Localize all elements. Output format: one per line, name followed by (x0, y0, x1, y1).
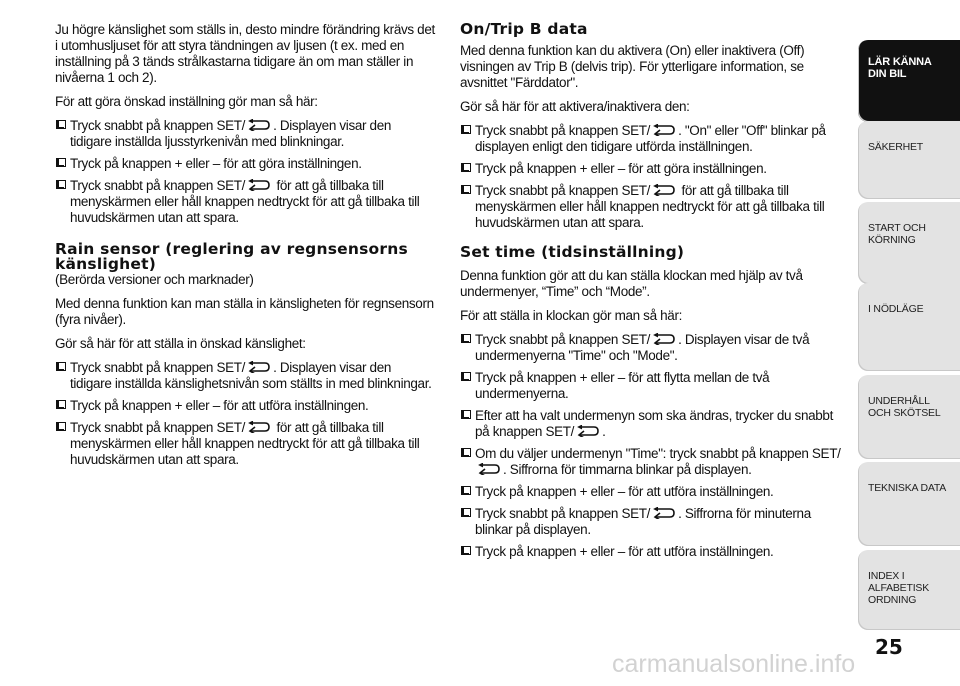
return-arrow-icon (247, 119, 271, 131)
checkbox-bullet-icon (461, 334, 469, 343)
bullet-text-continued: . Displayen visar den tidigare inställda ljusstyrkenivån med blinkningar. (70, 118, 392, 149)
instruction-lead: Gör så här för att aktivera/inaktivera den: (460, 99, 690, 114)
bullet-text: Tryck snabbt på knappen SET/ (475, 506, 651, 521)
bullet-item (460, 408, 845, 440)
section-note: (Berörda versioner och marknader) (55, 272, 254, 287)
bullet-list (460, 332, 845, 560)
return-arrow-icon (247, 179, 271, 191)
bullet-item (460, 123, 845, 155)
checkbox-bullet-icon (461, 163, 469, 172)
bullet-text: Tryck snabbt på knappen SET/ (70, 118, 246, 133)
chapter-tab[interactable]: I NÖDLÄGE (858, 283, 960, 371)
chapter-tab[interactable]: INDEX I ALFABETISK ORDNING (858, 550, 960, 630)
chapter-tab[interactable]: LÄR KÄNNA DIN BIL (858, 40, 960, 122)
bullet-item (460, 332, 845, 364)
return-arrow-icon (652, 124, 676, 136)
instruction-lead: För att ställa in klockan gör man så här: (460, 308, 683, 323)
bullet-text: Tryck på knappen + eller – för att utföra inställningen. (475, 484, 774, 499)
bullet-text: Efter att ha valt undermenyn som ska ändras, trycker du snabbt på knappen SET/ (475, 408, 833, 439)
bullet-item (460, 446, 845, 478)
checkbox-bullet-icon (56, 400, 64, 409)
bullet-text: Tryck på knappen + eller – för att flytta mellan de två undermenyerna. (475, 370, 770, 401)
return-arrow-icon (477, 463, 501, 475)
bullet-list (460, 123, 845, 231)
checkbox-bullet-icon (461, 185, 469, 194)
bullet-text: Tryck snabbt på knappen SET/ (70, 420, 246, 435)
return-arrow-icon (652, 507, 676, 519)
checkbox-bullet-icon (461, 125, 469, 134)
bullet-text-continued: . "On" eller "Off" blinkar på displayen enligt den tidigare utförda inställningen. (475, 123, 826, 154)
watermark: carmanualsonline.info (612, 650, 856, 678)
return-arrow-icon (247, 361, 271, 373)
bullet-text-continued: . Displayen visar den tidigare inställda känslighetsnivån som ställts in med blinkningar. (70, 360, 432, 391)
bullet-text: Tryck på knappen + eller – för att göra inställningen. (475, 161, 767, 176)
bullet-text-continued: . Displayen visar de två undermenyerna "Time" och "Mode". (475, 332, 810, 363)
bullet-text: Tryck på knappen + eller – för att göra inställningen. (70, 156, 362, 171)
bullet-item (460, 183, 845, 231)
return-arrow-icon (576, 425, 600, 437)
bullet-item (55, 360, 435, 392)
checkbox-bullet-icon (56, 422, 64, 431)
return-arrow-icon (247, 421, 271, 433)
return-arrow-icon (652, 333, 676, 345)
bullet-item (55, 156, 435, 172)
section-heading: Rain sensor (reglering av regnsensorns känslighet) (55, 240, 408, 273)
bullet-list (55, 118, 435, 226)
left-column (55, 22, 435, 474)
bullet-list (55, 360, 435, 468)
instruction-lead: Gör så här för att ställa in önskad känslighet: (55, 336, 306, 351)
bullet-text: Om du väljer undermenyn "Time": tryck snabbt på knappen SET/ (475, 446, 841, 461)
chapter-tab[interactable]: UNDERHÅLL OCH SKÖTSEL (858, 375, 960, 459)
checkbox-bullet-icon (461, 448, 469, 457)
checkbox-bullet-icon (461, 372, 469, 381)
section-heading: On/Trip B data (460, 20, 588, 38)
bullet-item (460, 370, 845, 402)
checkbox-bullet-icon (461, 508, 469, 517)
bullet-text-continued: för att gå tillbaka till menyskärmen eller håll knappen nedtryckt för att gå tillbaka till huvudskärmen utan att spara. (475, 183, 825, 230)
bullet-text: Tryck på knappen + eller – för att utföra inställningen. (475, 544, 774, 559)
checkbox-bullet-icon (56, 362, 64, 371)
checkbox-bullet-icon (56, 158, 64, 167)
bullet-item (55, 118, 435, 150)
return-arrow-icon (652, 184, 676, 196)
section-paragraph: Med denna funktion kan man ställa in känsligheten för regnsensorn (fyra nivåer). (55, 296, 434, 327)
bullet-item (55, 178, 435, 226)
bullet-item (460, 161, 845, 177)
bullet-text: Tryck snabbt på knappen SET/ (70, 178, 246, 193)
bullet-item (460, 484, 845, 500)
bullet-item (460, 544, 845, 560)
checkbox-bullet-icon (461, 546, 469, 555)
bullet-text-continued: . Siffrorna för minuterna blinkar på displayen. (475, 506, 811, 537)
checkbox-bullet-icon (56, 180, 64, 189)
bullet-text: Tryck snabbt på knappen SET/ (475, 332, 651, 347)
chapter-tab[interactable]: START OCH KÖRNING (858, 202, 960, 284)
instruction-lead: För att göra önskad inställning gör man så här: (55, 94, 318, 109)
bullet-text: Tryck på knappen + eller – för att utföra inställningen. (70, 398, 369, 413)
bullet-item (460, 506, 845, 538)
bullet-text: Tryck snabbt på knappen SET/ (475, 123, 651, 138)
intro-paragraph: Ju högre känslighet som ställs in, desto mindre förändring krävs det i utomhusljuset för att styra tändningen av ljusen (t ex. med en inställning på 3 tänds strålkastarna tidigare än om man ställer in nivåerna 1 och 2). (55, 22, 435, 85)
right-column (460, 22, 845, 566)
bullet-text-continued: . (602, 424, 606, 439)
bullet-item (55, 420, 435, 468)
bullet-text-continued: för att gå tillbaka till menyskärmen eller håll knappen nedtryckt för att gå tillbaka till huvudskärmen utan att spara. (70, 178, 420, 225)
bullet-text: Tryck snabbt på knappen SET/ (475, 183, 651, 198)
section-heading: Set time (tidsinställning) (460, 243, 685, 261)
checkbox-bullet-icon (56, 120, 64, 129)
checkbox-bullet-icon (461, 486, 469, 495)
bullet-text: Tryck snabbt på knappen SET/ (70, 360, 246, 375)
bullet-text-continued: för att gå tillbaka till menyskärmen eller håll knappen nedtryckt för att gå tillbaka till huvudskärmen utan att spara. (70, 420, 420, 467)
section-paragraph: Med denna funktion kan du aktivera (On) eller inaktivera (Off) visningen av Trip B (delvis trip). För ytterligare information, se avsnittet "Färddator". (460, 43, 805, 90)
checkbox-bullet-icon (461, 410, 469, 419)
page-number: 25 (875, 635, 903, 659)
bullet-text-continued: . Siffrorna för timmarna blinkar på displayen. (503, 462, 752, 477)
chapter-tab[interactable]: SÄKERHET (858, 121, 960, 199)
chapter-tab[interactable]: TEKNISKA DATA (858, 462, 960, 546)
chapter-sidebar (858, 0, 960, 686)
bullet-item (55, 398, 435, 414)
section-paragraph: Denna funktion gör att du kan ställa klockan med hjälp av två undermenyer, “Time” och “Mode”. (460, 268, 803, 299)
